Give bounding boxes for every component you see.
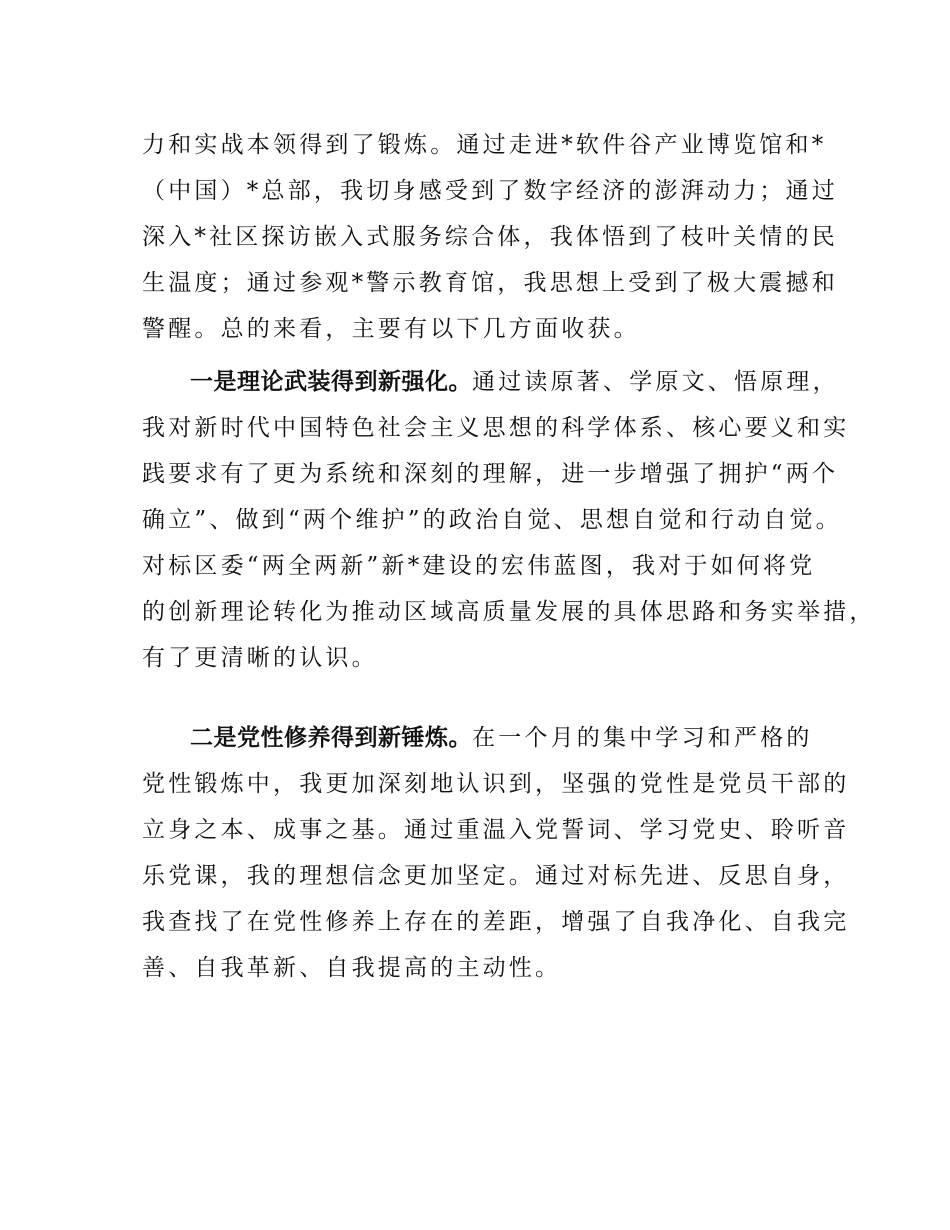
section1-line-6: 的创新理论转化为推动区域高质量发展的具体思路和务实举措， — [142, 599, 876, 625]
section2-line-5: 我查找了在党性修养上存在的差距，增强了自我净化、自我完 — [142, 909, 850, 935]
intro-line-5: 警醒。总的来看，主要有以下几方面收获。 — [142, 316, 640, 342]
section1-line-4: 确立”、做到“两个维护”的政治自觉、思想自觉和行动自觉。 — [142, 507, 842, 533]
section1-first-line — [190, 364, 839, 400]
section1-line-3: 践要求有了更为系统和深刻的理解，进一步增强了拥护“两个 — [142, 461, 839, 487]
section1-line-7: 有了更清晰的认识。 — [142, 645, 378, 671]
section2-line-6: 善、自我革新、自我提高的主动性。 — [142, 955, 562, 981]
section2-first-line — [190, 720, 813, 756]
section2-heading: 二是党性修养得到新锤炼。 — [190, 725, 472, 751]
section1-line-5: 对标区委“两全两新”新*建设的宏伟蓝图，我对于如何将党 — [142, 553, 816, 579]
section1-first-line-rest: 通过读原著、学原文、悟原理， — [472, 369, 839, 395]
intro-line-1: 力和实战本领得到了锻炼。通过走进*软件谷产业博览馆和* — [142, 132, 827, 158]
section1-heading: 一是理论武装得到新强化。 — [190, 369, 472, 395]
section2-line-3: 立身之本、成事之基。通过重温入党誓词、学习党史、聆听音 — [142, 817, 850, 843]
section2-line-2: 党性锻炼中，我更加深刻地认识到，坚强的党性是党员干部的 — [142, 771, 850, 797]
intro-line-2: （中国）*总部，我切身感受到了数字经济的澎湃动力；通过 — [142, 178, 838, 204]
section1-line-2: 我对新时代中国特色社会主义思想的科学体系、核心要义和实 — [142, 415, 850, 441]
section2-first-line-rest: 在一个月的集中学习和严格的 — [472, 725, 813, 751]
intro-line-3: 深入*社区探访嵌入式服务综合体，我体悟到了枝叶关情的民 — [142, 224, 838, 250]
intro-line-4: 生温度；通过参观*警示教育馆，我思想上受到了极大震撼和 — [142, 270, 838, 296]
section2-line-4: 乐党课，我的理想信念更加坚定。通过对标先进、反思自身， — [142, 863, 850, 889]
